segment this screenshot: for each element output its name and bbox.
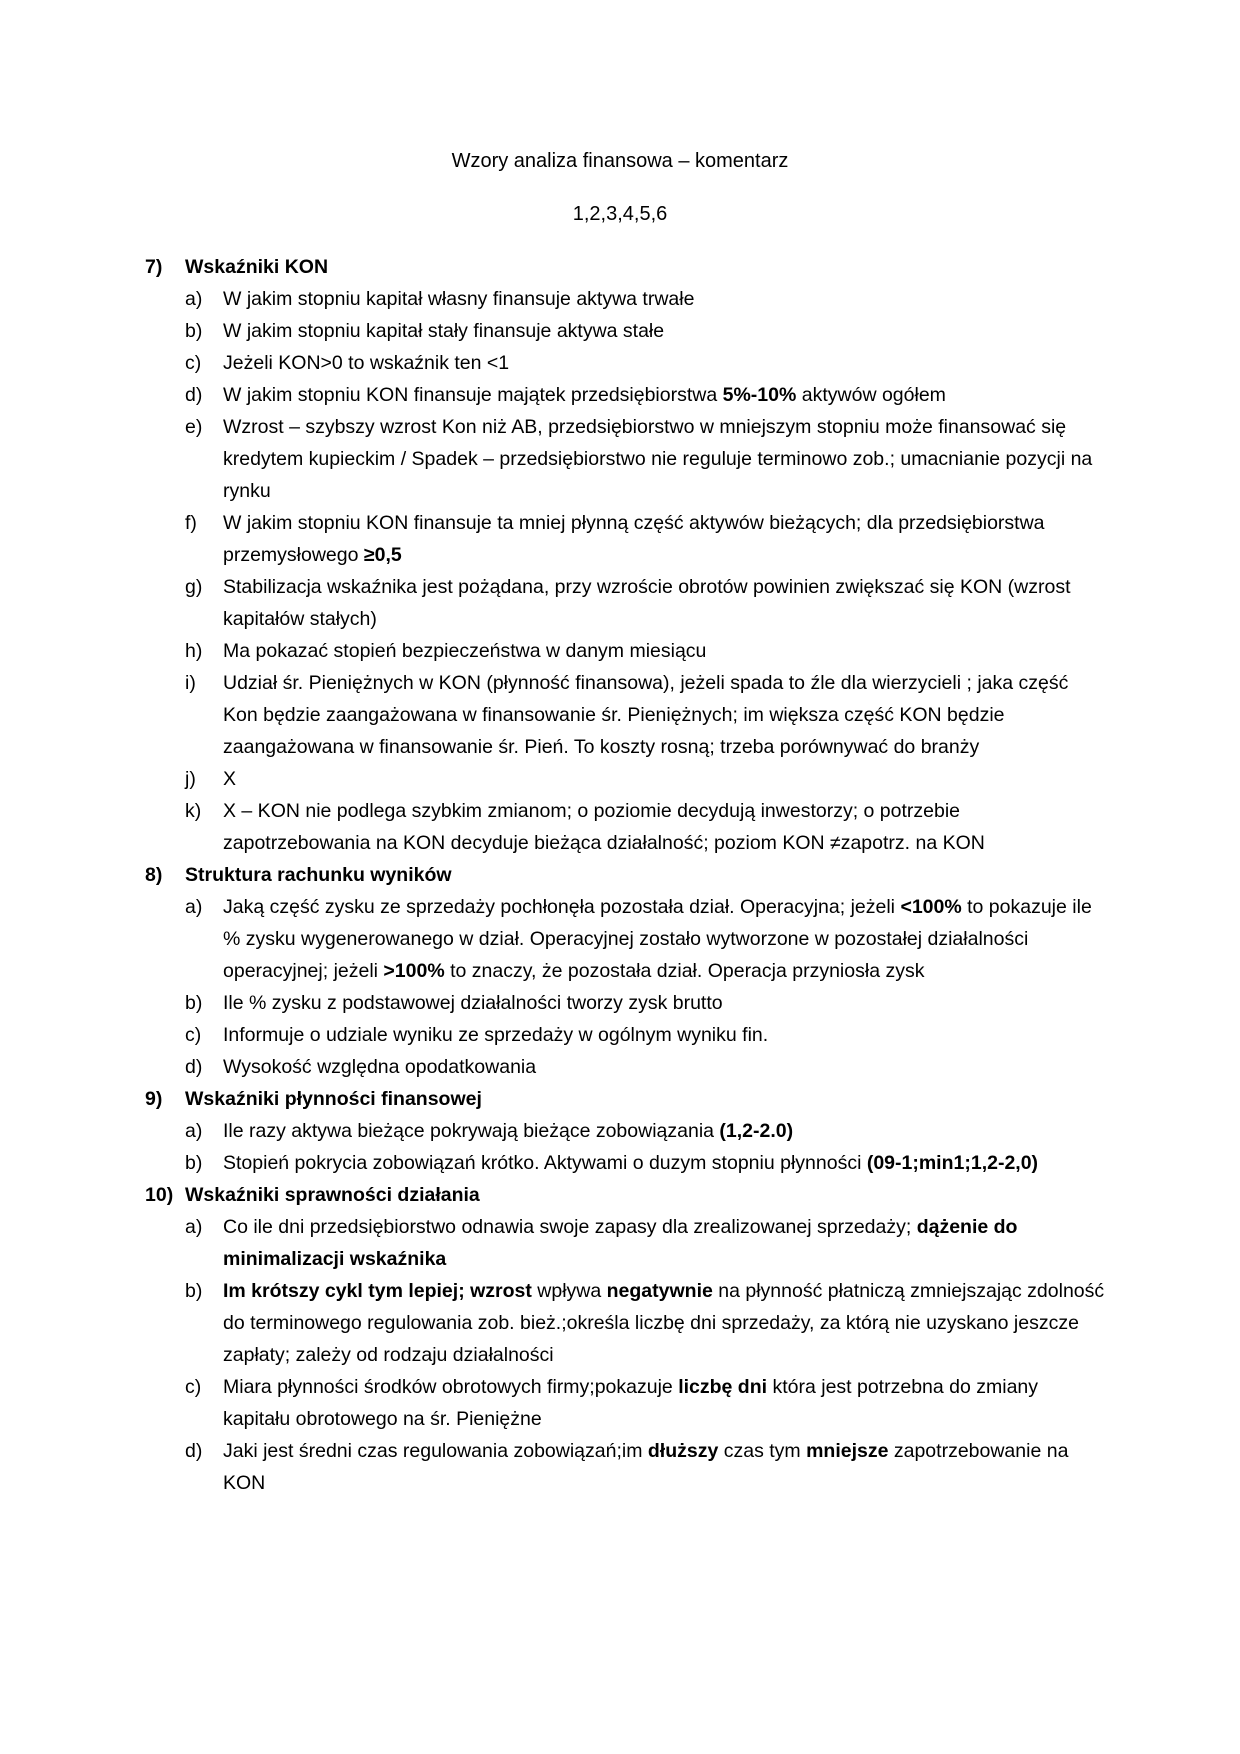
list-item-text [223, 795, 1105, 859]
bold-text: (09-1;min1;1,2-2,0) [866, 1152, 1039, 1174]
section-heading [145, 1179, 1105, 1211]
text-run: Stabilizacja wskaźnika jest pożądana, przy wzroście obrotów powinien zwiększać się KON (wzrost kapitałów stałych) [223, 576, 1071, 630]
list-item [185, 1211, 1105, 1275]
list-item [185, 1115, 1105, 1147]
list-item-letter: a) [185, 1216, 203, 1238]
section [145, 1179, 1105, 1499]
text-run: Ile % zysku z podstawowej działalności tworzy zysk brutto [223, 992, 723, 1014]
list-item-letter: b) [185, 1152, 203, 1174]
text-run: Wysokość względna opodatkowania [223, 1056, 537, 1078]
list-item [185, 1147, 1105, 1179]
list-item-text [223, 315, 1105, 347]
list-item [185, 987, 1105, 1019]
text-run: Udział śr. Pieniężnych w KON (płynność finansowa), jeżeli spada to źle dla wierzycieli ; jaka część Kon będzie zaangażowana w finansowanie śr. Pieniężnych; im większa część KON będzie zaangażowana w finansowanie śr. Pień. To koszty rosną; trzeba porównywać do branży [223, 672, 1069, 758]
list-item [185, 379, 1105, 411]
list-item-letter: b) [185, 320, 203, 342]
section-title: Struktura rachunku wyników [185, 864, 452, 886]
text-run: W jakim stopniu KON finansuje ta mniej płynną część aktywów bieżących; dla przedsiębiorstwa przemysłowego [223, 512, 1045, 566]
list-item-letter: j) [185, 768, 196, 790]
list-item-text [223, 1371, 1105, 1435]
text-run: to pokazuje ile % zysku wygenerowanego w dział. Operacyjnej zostało wytworzone w pozostałej działalności operacyjnej; jeżeli [223, 896, 1092, 982]
text-run: aktywów ogółem [796, 384, 946, 406]
list-item-letter: c) [185, 1024, 202, 1046]
list-item-letter: a) [185, 1120, 203, 1142]
section-title: Wskaźniki sprawności działania [185, 1184, 480, 1206]
section-heading [145, 859, 1105, 891]
list-item-letter: h) [185, 640, 203, 662]
bold-text: (1,2-2.0) [719, 1120, 794, 1142]
list-item [185, 347, 1105, 379]
text-run: W jakim stopniu kapitał własny finansuje aktywa trwałe [223, 288, 695, 310]
list-item [185, 667, 1105, 763]
section [145, 859, 1105, 1083]
text-run: to znaczy, że pozostała dział. Operacja przyniosła zysk [444, 960, 925, 982]
list-item [185, 283, 1105, 315]
document-title: Wzory analiza finansowa – komentarz [451, 150, 789, 172]
list-item-text [223, 283, 1105, 315]
text-run: czas tym [718, 1440, 807, 1462]
list-item-text [223, 987, 1105, 1019]
text-run: Co ile dni przedsiębiorstwo odnawia swoje zapasy dla zrealizowanej sprzedaży; [223, 1216, 917, 1238]
document-content [145, 251, 1105, 1499]
text-run: Ile razy aktywa bieżące pokrywają bieżące zobowiązania [223, 1120, 720, 1142]
list-item-letter: g) [185, 576, 203, 598]
section [145, 1083, 1105, 1179]
bold-text: dłuższy [647, 1440, 719, 1462]
text-run: Jaki jest średni czas regulowania zobowiązań;im [223, 1440, 648, 1462]
section-title: Wskaźniki KON [185, 256, 329, 278]
text-run: W jakim stopniu KON finansuje majątek przedsiębiorstwa [223, 384, 723, 406]
list-item-text [223, 347, 1105, 379]
text-run: X – KON nie podlega szybkim zmianom; o poziomie decydują inwestorzy; o potrzebie zapotrzebowania na KON decyduje bieżąca działalność; poziom KON ≠zapotrz. na KON [223, 800, 985, 854]
list-item [185, 411, 1105, 507]
list-item [185, 891, 1105, 987]
document-subtitle: 1,2,3,4,5,6 [572, 203, 668, 225]
list-item-text [223, 1051, 1105, 1083]
bold-text: <100% [900, 896, 962, 918]
list-item-text [223, 763, 1105, 795]
text-run: Jaką część zysku ze sprzedaży pochłonęła pozostała dział. Operacyjna; jeżeli [223, 896, 901, 918]
list-item-letter: d) [185, 1056, 203, 1078]
text-run: X [223, 768, 237, 790]
list-item-letter: c) [185, 352, 202, 374]
list-item [185, 795, 1105, 859]
bold-text: >100% [383, 960, 445, 982]
text-run: wpływa [531, 1280, 607, 1302]
text-run: Jeżeli KON>0 to wskaźnik ten <1 [223, 352, 510, 374]
list-item-text [223, 1435, 1105, 1499]
list-item-text [223, 1115, 1105, 1147]
section-number: 10) [145, 1184, 174, 1206]
list-item-letter: a) [185, 288, 203, 310]
bold-text: Im krótszy cykl tym lepiej; wzrost [223, 1280, 532, 1302]
list-item [185, 507, 1105, 571]
list-item [185, 1019, 1105, 1051]
section-heading [145, 1083, 1105, 1115]
bold-text: liczbę dni [678, 1376, 768, 1398]
list-item-text [223, 891, 1105, 987]
bold-text: dążenie do minimalizacji wskaźnika [223, 1216, 1018, 1270]
list-item-text [223, 1019, 1105, 1051]
bold-text: ≥0,5 [363, 544, 402, 566]
list-item-text [223, 1275, 1105, 1371]
list-item [185, 571, 1105, 635]
list-item-text [223, 635, 1105, 667]
bold-text: 5%-10% [722, 384, 797, 406]
text-run: która jest potrzebna do zmiany kapitału obrotowego na śr. Pieniężne [223, 1376, 1039, 1430]
bold-text: negatywnie [606, 1280, 713, 1302]
list-item-letter: e) [185, 416, 203, 438]
list-item-letter: d) [185, 384, 203, 406]
text-run: Stopień pokrycia zobowiązań krótko. Aktywami o duzym stopniu płynności [223, 1152, 867, 1174]
list-item [185, 315, 1105, 347]
list-item-text [223, 571, 1105, 635]
list-item [185, 635, 1105, 667]
list-item-text [223, 1211, 1105, 1275]
list-item-letter: a) [185, 896, 203, 918]
list-item-text [223, 667, 1105, 763]
list-item-letter: f) [185, 512, 197, 534]
list-item-letter: i) [185, 672, 196, 694]
list-item [185, 1051, 1105, 1083]
list-item-text [223, 411, 1105, 507]
section-number: 8) [145, 864, 163, 886]
list-item-text [223, 507, 1105, 571]
bold-text: mniejsze [806, 1440, 889, 1462]
section-number: 7) [145, 256, 163, 278]
list-item [185, 763, 1105, 795]
text-run: Informuje o udziale wyniku ze sprzedaży w ogólnym wyniku fin. [223, 1024, 769, 1046]
list-item-letter: b) [185, 1280, 203, 1302]
text-run: Miara płynności środków obrotowych firmy;pokazuje [223, 1376, 679, 1398]
text-run: Ma pokazać stopień bezpieczeństwa w danym miesiącu [223, 640, 707, 662]
section-title: Wskaźniki płynności finansowej [185, 1088, 482, 1110]
text-run: na płynność płatniczą zmniejszając zdolność do terminowego regulowania zob. bież.;określa liczbę dni sprzedaży, za którą nie uzyskano jeszcze zapłaty; zależy od rodzaju działalności [223, 1280, 1105, 1366]
list-item-letter: d) [185, 1440, 203, 1462]
list-item-text [223, 379, 1105, 411]
list-item [185, 1435, 1105, 1499]
list-item [185, 1275, 1105, 1371]
list-item [185, 1371, 1105, 1435]
list-item-letter: c) [185, 1376, 202, 1398]
text-run: zapotrzebowanie na KON [223, 1440, 1069, 1494]
list-item-letter: b) [185, 992, 203, 1014]
text-run: Wzrost – szybszy wzrost Kon niż AB, przedsiębiorstwo w mniejszym stopniu może finansować się kredytem kupieckim / Spadek – przedsiębiorstwo nie reguluje terminowo zob.; umacnianie pozycji na rynku [223, 416, 1093, 502]
section-heading [145, 251, 1105, 283]
list-item-letter: k) [185, 800, 202, 822]
text-run: W jakim stopniu kapitał stały finansuje aktywa stałe [223, 320, 665, 342]
section [145, 251, 1105, 859]
list-item-text [223, 1147, 1105, 1179]
section-number: 9) [145, 1088, 163, 1110]
